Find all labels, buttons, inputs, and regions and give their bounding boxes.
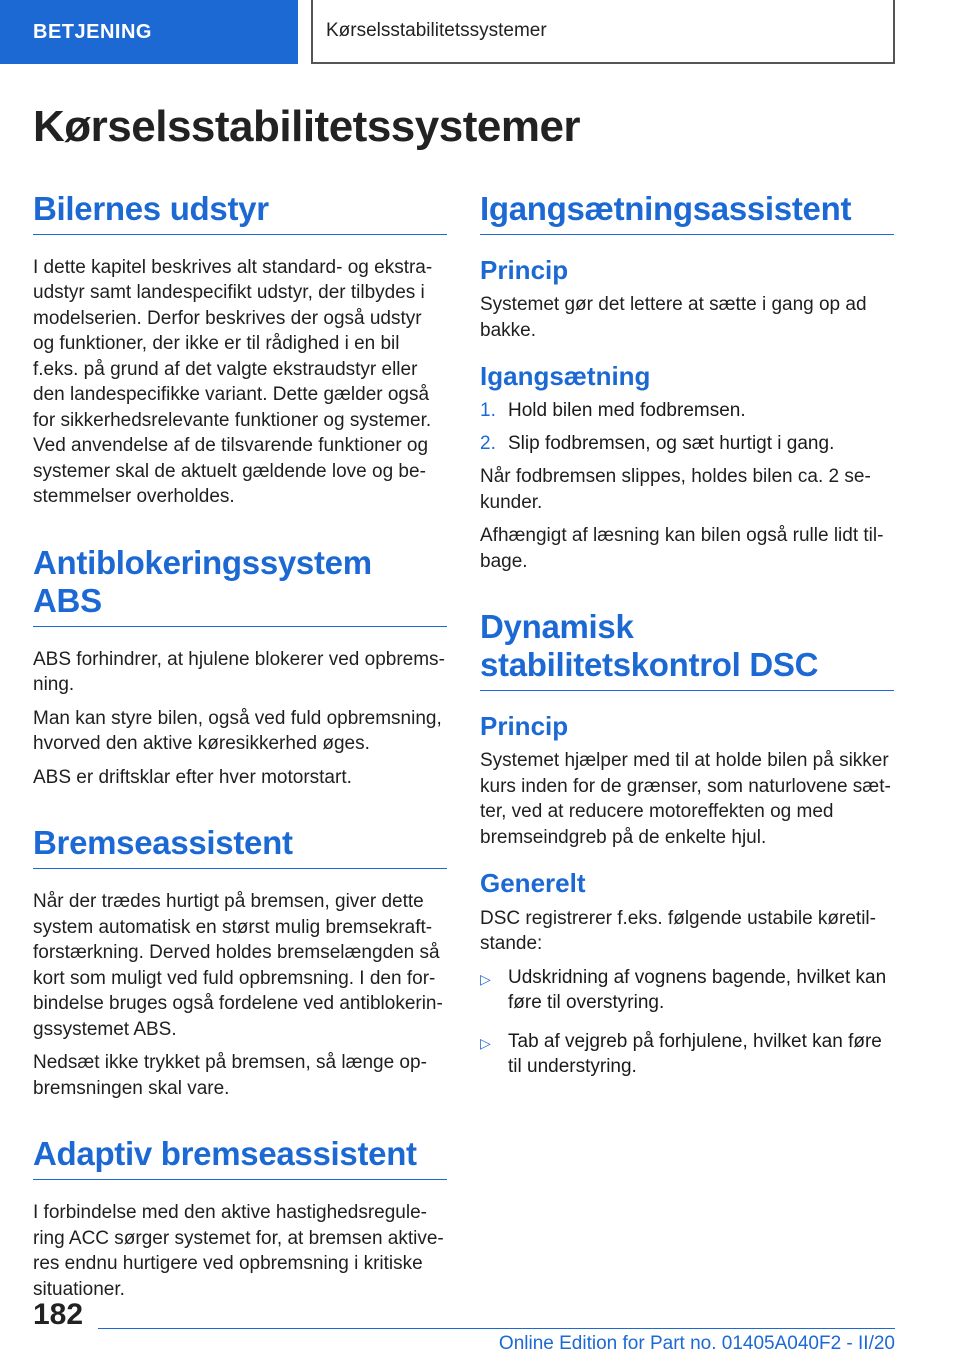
paragraph: Systemet gør det lettere at sætte i gang op ad bakke.: [480, 294, 867, 341]
header-section-label: BETJENING: [33, 20, 152, 43]
subsection-heading: Igangsætning: [480, 361, 651, 392]
right-column: [480, 190, 894, 1093]
paragraph: ABS forhindrer, at hjulene blokerer ved opbremsning.: [33, 648, 445, 696]
paragraph: Nedsæt ikke trykket på bremsen, så længe opbremsningen skal vare.: [33, 1052, 427, 1099]
header-chapter-label: Kørselsstabilitetssystemer: [326, 20, 547, 41]
section-heading: Adaptiv bremseassistent: [33, 1135, 447, 1180]
step-number: 2.: [480, 432, 496, 454]
paragraph: Afhængigt af læsning kan bilen også rulle lidt tilbage.: [480, 525, 884, 572]
step-number: 1.: [480, 400, 496, 422]
section-heading: Igangsætningsassistent: [480, 190, 894, 235]
section-igangsaetningsassistent: [480, 190, 894, 574]
section-dsc: [480, 608, 894, 1079]
subsection-heading: Princip: [480, 711, 569, 742]
paragraph: Man kan styre bilen, også ved fuld opbremsning, hvorved den aktive køresikkerhed øges.: [33, 707, 442, 755]
section-heading: Bremseassistent: [33, 824, 447, 869]
footer-divider: [98, 1328, 895, 1329]
page-title: Kørselsstabilitetssystemer: [33, 102, 581, 151]
list-item: [480, 1029, 894, 1080]
header-section-tab: [0, 0, 298, 64]
header-chapter-tab: [311, 0, 895, 64]
section-heading: Dynamisk stabilitetskontrol DSC: [480, 608, 894, 691]
step-text: Hold bilen med fodbremsen.: [508, 400, 746, 422]
section-bremseassistent: [33, 824, 447, 1101]
paragraph: ABS er driftsklar efter hver motorstart.: [33, 766, 352, 788]
section-bilernes-udstyr: [33, 190, 447, 510]
paragraph: I forbindelse med den aktive hastighedsregulering ACC sørger systemet for, at bremsen aktiveres endnu hurtigere ved opbremsning i kritiske situationer.: [33, 1202, 444, 1300]
bullet-list: [480, 965, 894, 1080]
step-text: Slip fodbremsen, og sæt hurtigt i gang.: [508, 432, 835, 454]
subsection-heading: Generelt: [480, 868, 586, 899]
subsection-heading: Princip: [480, 254, 569, 285]
list-item: [480, 398, 894, 424]
section-heading: Antiblokeringssystem ABS: [33, 544, 447, 627]
paragraph: DSC registrerer f.eks. følgende ustabile køretilstande:: [480, 907, 876, 955]
numbered-steps: [480, 398, 894, 456]
bullet-text: Udskridning af vognens bagende, hvilket kan føre til overstyring.: [508, 966, 887, 1014]
paragraph: Når der trædes hurtigt på bremsen, giver dette system automatisk en størst mulig bremsekraftforstærkning. Derved holdes bremselængden så kort som muligt ved fuld opbremsning. I den forbindelse bruges også fordelene ved antiblokeringssystemet ABS.: [33, 891, 443, 1040]
paragraph: Når fodbremsen slippes, holdes bilen ca. 2 sekunder.: [480, 466, 871, 513]
footer-edition: Online Edition for Part no. 01405A040F2 - II/20: [498, 1333, 895, 1354]
paragraph: Systemet hjælper med til at holde bilen på sikker kurs inden for de grænser, som naturlovene sætter, ved at reducere motoreffekten og med bremseindgreb på de enkelte hjul.: [480, 750, 891, 848]
page-number: 182: [33, 1298, 84, 1331]
section-abs: [33, 544, 447, 790]
left-column: [33, 190, 447, 1310]
bullet-text: Tab af vejgreb på forhjulene, hvilket kan føre til understyring.: [508, 1030, 882, 1078]
triangle-bullet-icon: ▷: [480, 970, 491, 987]
list-item: [480, 431, 894, 457]
section-heading: Bilernes udstyr: [33, 190, 447, 235]
triangle-bullet-icon: ▷: [480, 1034, 491, 1051]
section-adaptiv-bremseassistent: [33, 1135, 447, 1302]
paragraph: I dette kapitel beskrives alt standard- og ekstraudstyr samt landespecifikt udstyr, der tilbydes i modelserien. Derfor beskrives der også udstyr og funktioner, der ikke er til rådighed i en bil f.eks. på grund af det valgte ekstraudstyr eller den landespecifikke variant. Dette gælder også for sikkerhedsrelevante funktioner og systemer. Ved anvendelse af de tilsvarende funktioner og systemer skal de aktuelt gældende love og bestemmelser overholdes.: [33, 256, 433, 508]
list-item: [480, 965, 894, 1016]
